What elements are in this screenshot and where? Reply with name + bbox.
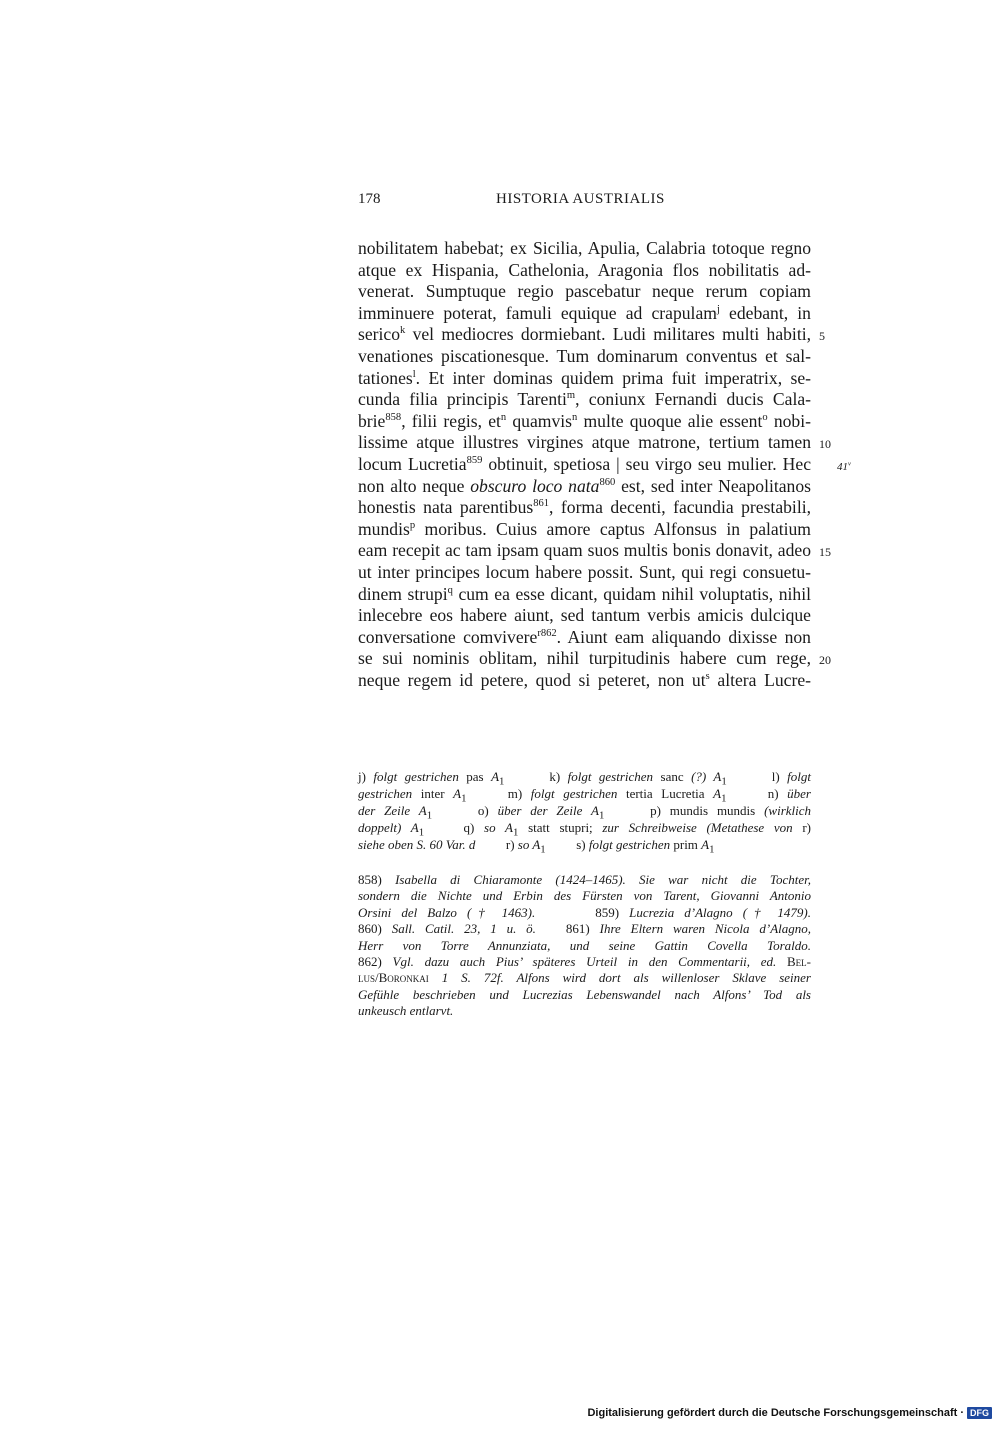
commentary-line: Gefühle beschrieben und Lucrezias Lebenswandel nach Alfons’ Tod als — [358, 986, 811, 1002]
text-line: atque ex Hispania, Cathelonia, Aragonia flos nobilitatis ad- — [358, 259, 811, 280]
text-line: locum Lucretia$^{859}$ obtinuit, spetiosa | seu virgo seu mulier. Hec — [358, 453, 812, 474]
text-line: neque regem id petere, quod si peteret, non $ut^s$ altera Lucre- — [358, 669, 811, 690]
text-line: inlecebre eos habere aiunt, sed tantum verbis amicis dulcique — [358, 605, 811, 626]
apparatus-line: gestrichen inter $A_1$ m) folgt gestrichen tertia Lucretia $A_1$ n) über — [358, 786, 811, 805]
line-number: 5 — [819, 329, 825, 343]
commentary-line: Orsini del Balzo († 1463). 859) Lucrezia d’Alagno († 1479). — [358, 904, 811, 920]
critical-apparatus — [358, 768, 812, 856]
text-line: se sui nominis oblitam, nihil turpitudinis habere cum rege, — [358, 648, 811, 669]
dfg-logo: DFG — [967, 1407, 992, 1419]
text-line: conversatione comvivere$^{r862}$. Aiunt eam aliquando dixisse non — [358, 626, 811, 647]
text-line: serico$^k$ vel mediocres dormiebant. Ludi militares multi habiti, — [358, 324, 811, 345]
line-number: 15 — [819, 545, 831, 559]
text-line: venerat. Sumptuque regio pascebatur neque rerum copiam — [358, 281, 811, 302]
apparatus-line: siehe oben S. 60 Var. d r) so $A_1$ s) folgt gestrichen prim $A_1$ — [358, 837, 715, 856]
commentary-line: unkeusch entlarvt. — [358, 1003, 454, 1019]
commentary-notes — [358, 872, 811, 1020]
commentary-line: 858) Isabella di Chiaramonte (1424–1465). Sie war nicht die Tochter, — [358, 872, 811, 887]
apparatus-line: doppelt) $A_1$ q) so $A_1$ statt stupri; zur Schreibweise (Metathese von r) — [358, 820, 812, 839]
page-header — [358, 191, 813, 215]
page-number: 178 — [358, 191, 381, 207]
line-number: 20 — [819, 653, 831, 667]
commentary-line: 860) Sall. Catil. 23, 1 u. ö. 861) Ihre Eltern waren Nicola d’Alagno, — [358, 921, 811, 937]
text-line: non alto neque obscuro loco nata$^{860}$ est, sed inter Neapolitanos — [358, 475, 811, 496]
text-line: nobilitatem habebat; ex Sicilia, Apulia, Calabria totoque regno — [358, 238, 811, 258]
line-number: 10 — [819, 437, 831, 451]
main-text — [358, 238, 811, 691]
text-line: tationes$^l$. Et inter dominas quidem prima fuit imperatrix, se- — [358, 367, 811, 388]
commentary-line: Herr von Torre Annunziata, und seine Gattin Covella Toraldo. — [358, 937, 811, 953]
commentary-line: lus/Boronkai 1 S. 72f. Alfons wird dort als willenloser Sklave seiner — [358, 970, 811, 986]
apparatus-line: j) folgt gestrichen pas $A_1$ k) folgt gestrichen sanc (?) $A_1$ l) folgt — [358, 769, 811, 788]
digitization-credit — [587, 1406, 992, 1420]
text-line: brie$^{858}$, filii regis, $et^n$ quamvis$^n$ multe quoque alie essent$^o$ nobi- — [358, 410, 811, 431]
text-line: venationes piscationesque. Tum dominarum conventus et sal- — [358, 345, 811, 366]
credit-text: Digitalisierung gefördert durch die Deutsche Forschungsgemeinschaft · — [587, 1407, 964, 1419]
text-line: imminuere poterat, famuli equique ad crapulam$^j$ edebant, in — [358, 302, 811, 323]
running-title: HISTORIA AUSTRIALIS — [496, 191, 665, 207]
apparatus-line: der Zeile $A_1$ o) über der Zeile $A_1$ p) mundis mundis (wirklich — [358, 803, 812, 822]
text-line: lissime atque illustres virgines atque matrone, tertium tamen — [358, 432, 811, 453]
text-line: honestis nata parentibus$^{861}$, forma decenti, facundia prestabili, — [358, 497, 811, 518]
text-line: mundis$^p$ moribus. Cuius amore captus Alfonsus in palatium — [358, 518, 811, 539]
commentary-line: sondern die Nichte und Erbin des Fürsten von Tarent, Giovanni Antonio — [358, 888, 811, 904]
margin-folio: 41$^v$ — [837, 460, 851, 473]
text-line: cunda filia principis Tarenti$^m$, coniunx Fernandi ducis Cala- — [358, 389, 812, 410]
text-line: ut inter principes locum habere possit. Sunt, qui regi consuetu- — [358, 561, 811, 582]
text-line: dinem strupi$^q$ cum ea esse dicant, quidam nihil voluptatis, nihil — [358, 583, 811, 604]
commentary-line: 862) Vgl. dazu auch Pius’ späteres Urteil in den Commentarii, ed. Bel- — [358, 953, 811, 969]
text-line: eam recepit ac tam ipsam quam suos multis bonis donavit, adeo — [358, 540, 811, 561]
